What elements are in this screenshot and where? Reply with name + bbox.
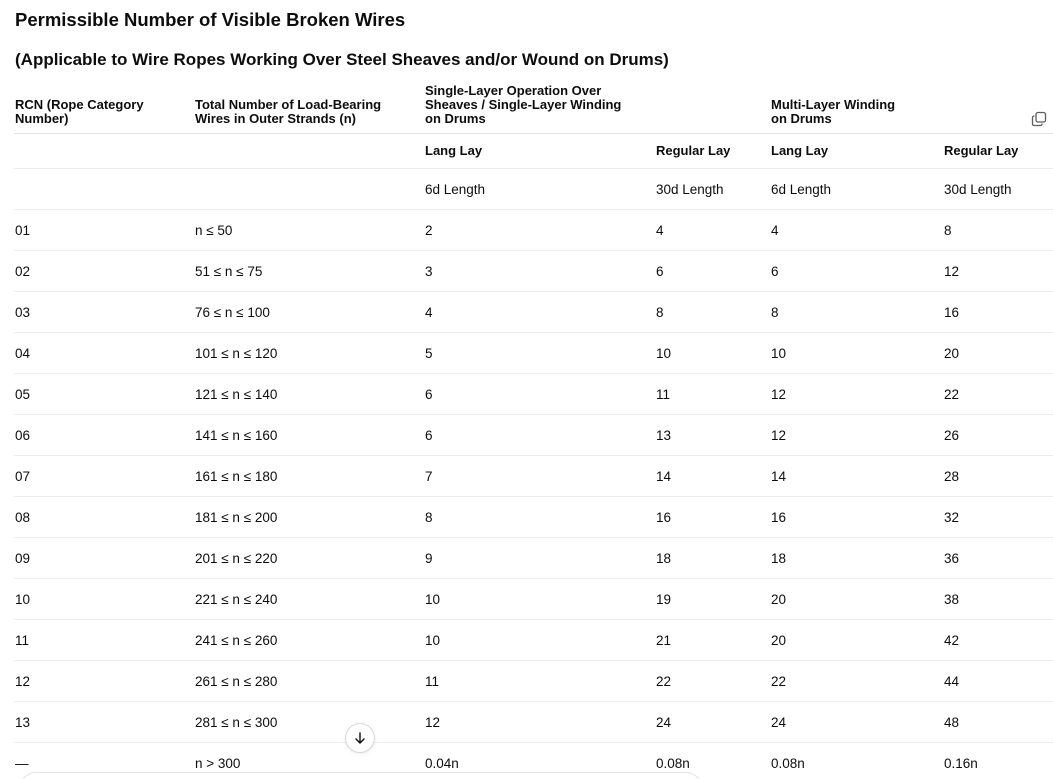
- table-cell: 7: [424, 456, 655, 497]
- table-row: [14, 620, 1053, 661]
- table-row: [14, 661, 1053, 702]
- header-empty: [194, 134, 424, 169]
- table-cell: 12: [770, 415, 943, 456]
- table-cell: 0.08n: [656, 755, 690, 771]
- table-cell: n > 300: [195, 755, 241, 771]
- table-cell: 48: [943, 702, 1053, 743]
- table-cell: 42: [943, 620, 1053, 661]
- table-cell: 8: [943, 210, 1053, 251]
- table-cell: 20: [943, 333, 1053, 374]
- table-cell: 12: [943, 251, 1053, 292]
- table-row-length: [14, 169, 1053, 210]
- table-cell: [14, 169, 194, 210]
- table-cell: 141 ≤ n ≤ 160: [194, 415, 424, 456]
- header-lay-cell: Regular Lay: [943, 134, 1053, 169]
- table-cell: 6: [424, 374, 655, 415]
- table-cell: 76 ≤ n ≤ 100: [194, 292, 424, 333]
- table-cell: 181 ≤ n ≤ 200: [194, 497, 424, 538]
- table-cell: 16: [943, 292, 1053, 333]
- table-cell: 4: [770, 210, 943, 251]
- table-cell: 11: [655, 374, 770, 415]
- table-cell: 22: [943, 374, 1053, 415]
- table-cell: 8: [655, 292, 770, 333]
- table-cell: 3: [424, 251, 655, 292]
- table-cell: 21: [655, 620, 770, 661]
- table-cell: 261 ≤ n ≤ 280: [194, 661, 424, 702]
- table-cell: 13: [655, 415, 770, 456]
- page-title: Permissible Number of Visible Broken Wires: [15, 9, 406, 30]
- table-cell: 22: [770, 661, 943, 702]
- table-cell: 16: [770, 497, 943, 538]
- table-cell: 05: [14, 374, 194, 415]
- table-cell: 07: [14, 456, 194, 497]
- table-row: [14, 497, 1053, 538]
- header-lay-cell: Lang Lay: [424, 134, 655, 169]
- table-cell: [194, 169, 424, 210]
- table-row: [14, 538, 1053, 579]
- table-cell: 30d Length: [655, 169, 770, 210]
- copy-icon[interactable]: [1031, 111, 1047, 127]
- table-cell: 0.04n: [425, 755, 459, 771]
- header-wires: Total Number of Load-Bearing Wires in Outer Strands (n): [194, 84, 424, 134]
- table-row: [14, 210, 1053, 251]
- table-cell: 10: [14, 579, 194, 620]
- table-cell: 9: [424, 538, 655, 579]
- table-cell: 101 ≤ n ≤ 120: [194, 333, 424, 374]
- table-cell: 10: [424, 579, 655, 620]
- table-cell: 4: [424, 292, 655, 333]
- table-cell: 08: [14, 497, 194, 538]
- table-lay-row: [14, 134, 1053, 169]
- table-cell: 281 ≤ n ≤ 300: [194, 702, 424, 743]
- table-cell: 14: [655, 456, 770, 497]
- table-cell: 4: [655, 210, 770, 251]
- page-subtitle: (Applicable to Wire Ropes Working Over Steel Sheaves and/or Wound on Drums): [15, 50, 669, 69]
- table-cell: 121 ≤ n ≤ 140: [194, 374, 424, 415]
- table-cell: 01: [14, 210, 194, 251]
- table-cell: 6d Length: [770, 169, 943, 210]
- table-cell: 201 ≤ n ≤ 220: [194, 538, 424, 579]
- table-cell: 24: [770, 702, 943, 743]
- table-cell: 18: [770, 538, 943, 579]
- table-cell: 12: [770, 374, 943, 415]
- table-cell: 09: [14, 538, 194, 579]
- table-cell: 38: [943, 579, 1053, 620]
- table-cell: 26: [943, 415, 1053, 456]
- table-header-row: [14, 84, 1053, 134]
- table-cell: 0.08n: [771, 755, 805, 771]
- table-cell: 6: [770, 251, 943, 292]
- table-cell: 161 ≤ n ≤ 180: [194, 456, 424, 497]
- table-cell: 13: [14, 702, 194, 743]
- table-row: [14, 292, 1053, 333]
- header-multi-layer: Multi-Layer Winding on Drums: [770, 84, 1053, 134]
- table-cell: 221 ≤ n ≤ 240: [194, 579, 424, 620]
- table-cell: 10: [655, 333, 770, 374]
- arrow-down-icon: [353, 731, 367, 745]
- header-empty: [14, 134, 194, 169]
- table-cell: 20: [770, 579, 943, 620]
- table-cell: 5: [424, 333, 655, 374]
- table-cell: 12: [14, 661, 194, 702]
- table-container: [14, 84, 1053, 779]
- table-cell: 03: [14, 292, 194, 333]
- table-row: [14, 415, 1053, 456]
- table-cell: 18: [655, 538, 770, 579]
- table-cell: 30d Length: [943, 169, 1053, 210]
- table-cell: 19: [655, 579, 770, 620]
- table-cell: 14: [770, 456, 943, 497]
- header-lay-cell: Regular Lay: [655, 134, 770, 169]
- table-cell: 28: [943, 456, 1053, 497]
- table-cell: 24: [655, 702, 770, 743]
- broken-wires-table: [14, 84, 1053, 779]
- table-cell: 6: [424, 415, 655, 456]
- table-cell: 6: [655, 251, 770, 292]
- message-composer[interactable]: [20, 772, 702, 779]
- header-single-layer: Single-Layer Operation Over Sheaves / Single-Layer Winding on Drums: [424, 84, 770, 134]
- table-cell: n ≤ 50: [194, 210, 424, 251]
- table-cell: 16: [655, 497, 770, 538]
- table-cell: 44: [943, 661, 1053, 702]
- table-cell: 10: [770, 333, 943, 374]
- table-cell: 36: [943, 538, 1053, 579]
- table-cell: 02: [14, 251, 194, 292]
- table-row: [14, 333, 1053, 374]
- table-cell: 11: [14, 620, 194, 661]
- table-cell: 11: [424, 661, 655, 702]
- table-cell: 0.16n: [944, 755, 978, 771]
- table-cell: 32: [943, 497, 1053, 538]
- header-lay-cell: Lang Lay: [770, 134, 943, 169]
- table-cell: 22: [655, 661, 770, 702]
- table-row: [14, 456, 1053, 497]
- scroll-down-button[interactable]: [345, 723, 375, 753]
- table-cell: 6d Length: [424, 169, 655, 210]
- table-row: [14, 702, 1053, 743]
- table-cell: 12: [424, 702, 655, 743]
- table-row: [14, 579, 1053, 620]
- copy-icon-graphic: [1031, 111, 1047, 127]
- table-cell: —: [15, 755, 29, 771]
- table-row: [14, 251, 1053, 292]
- table-row: [14, 374, 1053, 415]
- table-cell: 8: [770, 292, 943, 333]
- table-cell: 06: [14, 415, 194, 456]
- table-cell: 8: [424, 497, 655, 538]
- header-rcn: RCN (Rope Category Number): [14, 84, 194, 134]
- table-cell: 04: [14, 333, 194, 374]
- table-cell: 51 ≤ n ≤ 75: [194, 251, 424, 292]
- table-cell: 10: [424, 620, 655, 661]
- table-cell: 2: [424, 210, 655, 251]
- table-cell: 20: [770, 620, 943, 661]
- table-cell: 241 ≤ n ≤ 260: [194, 620, 424, 661]
